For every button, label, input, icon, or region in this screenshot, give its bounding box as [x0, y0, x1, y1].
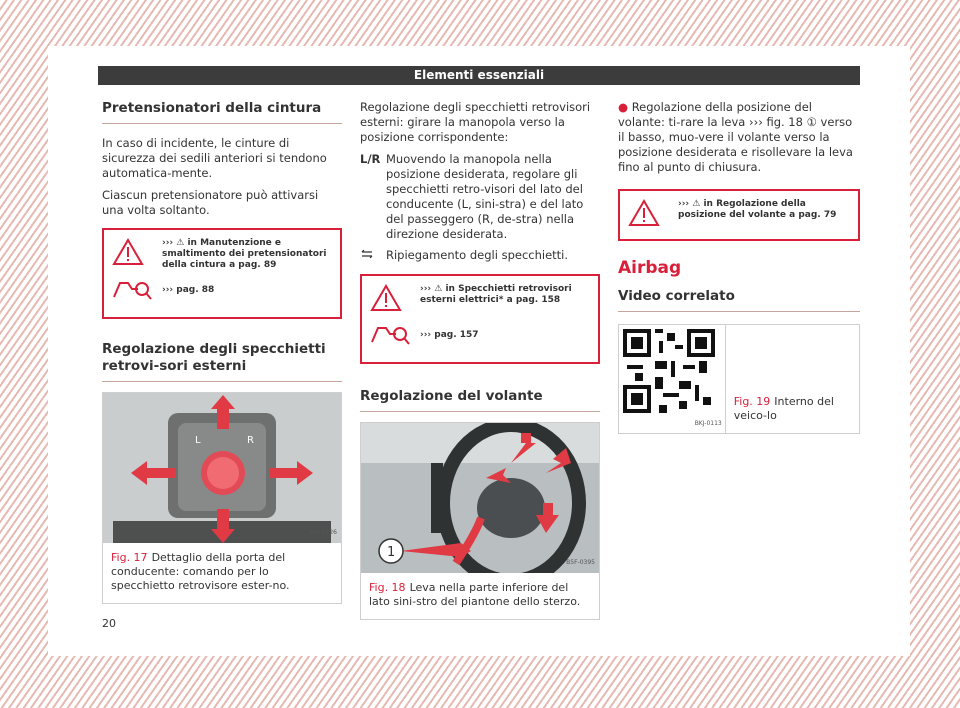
warning-box [102, 228, 342, 319]
svg-text:1: 1 [387, 545, 396, 560]
heading-specchietti: Regolazione degli specchietti retrovi-sori esterni [102, 341, 342, 382]
figure-caption: Leva nella parte inferiore del lato sini-stro del piantone dello sterzo. [369, 581, 581, 608]
figure-caption: Interno del veico-lo [733, 395, 834, 422]
note-text[interactable]: ››› pag. 88 [162, 285, 215, 295]
list-key: L/R [360, 152, 381, 166]
column-2 [360, 100, 600, 620]
warning-box [618, 189, 860, 241]
figure-code: B5F-0395 [566, 559, 595, 566]
section-title-airbag: Airbag [618, 258, 682, 278]
column-1 [102, 100, 342, 604]
svg-text:L: L [195, 435, 201, 446]
warning-icon [628, 199, 678, 231]
warning-icon [370, 284, 420, 316]
figure-number: Fig. 18 [369, 581, 406, 594]
paragraph [618, 100, 860, 175]
warning-text[interactable]: ››› ⚠ in Specchietti retrovisori esterni elettrici* a pag. 158 [420, 284, 572, 305]
steering-wheel-image [361, 423, 599, 573]
heading-pretensionatori: Pretensionatori della cintura [102, 100, 342, 124]
environment-note-icon [370, 322, 420, 350]
fold-mirror-icon [360, 248, 386, 264]
list-text: Muovendo la manopola nella posizione desiderata, regolare gli specchietti retro-visori del lato del conducente (L, sini-stra) e del lato del passeggero (R, de-stra) nella direzione desiderata. [386, 152, 584, 241]
heading-video: Video correlato [618, 288, 860, 312]
column-3 [618, 100, 860, 434]
figure-17 [102, 392, 342, 604]
figure-code: BKJ-0126 [309, 529, 337, 536]
figure-19 [618, 324, 860, 434]
warning-text[interactable]: ››› ⚠ in Manutenzione e smaltimento dei pretensionatori della cintura a pag. 89 [162, 238, 327, 270]
section-header: Elementi essenziali [98, 66, 860, 85]
warning-text[interactable]: ››› ⚠ in Regolazione della posizione del volante a pag. 79 [678, 199, 837, 220]
figure-code: BKJ-0113 [694, 420, 722, 427]
figure-caption: Dettaglio della porta del conducente: comando per lo specchietto retrovisore ester-no. [111, 551, 290, 592]
heading-volante: Regolazione del volante [360, 388, 600, 412]
warning-box [360, 274, 600, 364]
bullet-icon: ● [618, 100, 632, 114]
environment-note-icon [112, 277, 162, 305]
paragraph: In caso di incidente, le cinture di sicurezza dei sedili anteriori si tendono automatica-mente. [102, 136, 327, 180]
list-item [360, 152, 600, 242]
note-text[interactable]: ››› pag. 157 [420, 330, 479, 340]
paragraph: Regolazione degli specchietti retrovisori esterni: girare la manopola verso la posizione corrispondente: [360, 100, 591, 144]
mirror-control-image [103, 393, 341, 543]
qr-code[interactable] [619, 325, 726, 433]
figure-number: Fig. 17 [111, 551, 148, 564]
svg-text:R: R [247, 435, 254, 446]
warning-icon [112, 238, 162, 270]
figure-number: Fig. 19 [733, 395, 771, 408]
list-text: Ripiegamento degli specchietti. [386, 248, 569, 262]
page-number: 20 [102, 617, 116, 630]
paragraph-text: Regolazione della posizione del volante: ti-rare la leva ››› fig. 18 ① verso il basso, muo-vere il volante verso la posizione desiderata e risollevare la leva fino al punto di chiusura. [618, 100, 853, 174]
paragraph: Ciascun pretensionatore può attivarsi una volta soltanto. [102, 188, 319, 217]
figure-18 [360, 422, 600, 620]
list-item [360, 248, 600, 264]
